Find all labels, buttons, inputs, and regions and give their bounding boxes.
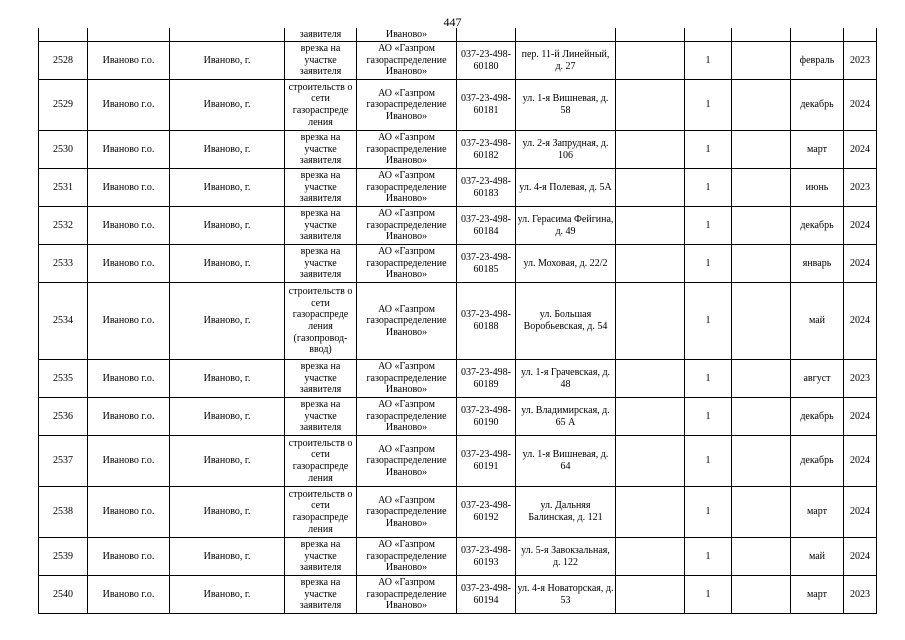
cell-empty <box>732 42 791 80</box>
cell-empty <box>732 28 791 42</box>
cell-empty <box>616 538 685 576</box>
table-row <box>39 398 877 436</box>
cell-empty <box>616 398 685 436</box>
cell-empty <box>616 80 685 131</box>
cell-empty <box>616 360 685 398</box>
cell-district: Иваново г.о. <box>88 487 170 538</box>
cell-year: 2024 <box>844 245 877 283</box>
cell-number: 2531 <box>39 169 88 207</box>
cell-empty <box>732 398 791 436</box>
cell-code: 037-23-498-60194 <box>457 576 516 614</box>
cell-work-type: заявителя <box>285 28 357 42</box>
cell-month: февраль <box>791 42 844 80</box>
cell-empty <box>732 80 791 131</box>
cell-count: 1 <box>685 436 732 487</box>
cell-address: ул. 4-я Новаторская, д. 53 <box>516 576 616 614</box>
cell-count: 1 <box>685 245 732 283</box>
cell-empty <box>732 207 791 245</box>
cell-empty <box>616 436 685 487</box>
cell-year: 2024 <box>844 398 877 436</box>
cell-year <box>844 28 877 42</box>
cell-number: 2538 <box>39 487 88 538</box>
cell-work-type: врезка на участке заявителя <box>285 576 357 614</box>
cell-organization: АО «Газпром газораспределение Иваново» <box>357 169 457 207</box>
cell-empty <box>616 42 685 80</box>
cell-locality: Иваново, г. <box>170 169 285 207</box>
cell-number: 2534 <box>39 283 88 360</box>
table-row <box>39 42 877 80</box>
cell-month: январь <box>791 245 844 283</box>
cell-organization: АО «Газпром газораспределение Иваново» <box>357 131 457 169</box>
cell-organization: АО «Газпром газораспределение Иваново» <box>357 398 457 436</box>
table-row <box>39 436 877 487</box>
cell-locality: Иваново, г. <box>170 487 285 538</box>
cell-locality: Иваново, г. <box>170 576 285 614</box>
cell-locality: Иваново, г. <box>170 360 285 398</box>
table-row <box>39 283 877 360</box>
cell-number: 2537 <box>39 436 88 487</box>
cell-work-type: строительств о сети газораспреде ления <box>285 436 357 487</box>
cell-locality: Иваново, г. <box>170 283 285 360</box>
cell-district: Иваново г.о. <box>88 131 170 169</box>
table-row <box>39 131 877 169</box>
cell-count: 1 <box>685 42 732 80</box>
cell-month: март <box>791 576 844 614</box>
cell-empty <box>616 245 685 283</box>
cell-month: июнь <box>791 169 844 207</box>
cell-locality: Иваново, г. <box>170 245 285 283</box>
cell-number: 2532 <box>39 207 88 245</box>
cell-empty <box>616 283 685 360</box>
cell-district: Иваново г.о. <box>88 576 170 614</box>
cell-locality: Иваново, г. <box>170 436 285 487</box>
cell-district <box>88 28 170 42</box>
cell-number: 2540 <box>39 576 88 614</box>
cell-organization: АО «Газпром газораспределение Иваново» <box>357 245 457 283</box>
cell-number: 2528 <box>39 42 88 80</box>
cell-code: 037-23-498-60192 <box>457 487 516 538</box>
cell-number <box>39 28 88 42</box>
cell-count: 1 <box>685 576 732 614</box>
cell-code: 037-23-498-60189 <box>457 360 516 398</box>
cell-organization: АО «Газпром газораспределение Иваново» <box>357 538 457 576</box>
cell-empty <box>732 245 791 283</box>
cell-work-type: врезка на участке заявителя <box>285 169 357 207</box>
cell-count: 1 <box>685 131 732 169</box>
cell-work-type: врезка на участке заявителя <box>285 207 357 245</box>
cell-organization: АО «Газпром газораспределение Иваново» <box>357 283 457 360</box>
cell-number: 2533 <box>39 245 88 283</box>
cell-number: 2536 <box>39 398 88 436</box>
cell-code: 037-23-498-60185 <box>457 245 516 283</box>
cell-organization: АО «Газпром газораспределение Иваново» <box>357 207 457 245</box>
cell-count: 1 <box>685 538 732 576</box>
cell-year: 2024 <box>844 131 877 169</box>
cell-address: ул. 4-я Полевая, д. 5А <box>516 169 616 207</box>
cell-year: 2024 <box>844 207 877 245</box>
cell-locality: Иваново, г. <box>170 42 285 80</box>
cell-work-type: врезка на участке заявителя <box>285 42 357 80</box>
cell-address: ул. Большая Воробьевская, д. 54 <box>516 283 616 360</box>
cell-district: Иваново г.о. <box>88 436 170 487</box>
registry-body <box>39 28 877 614</box>
cell-work-type: врезка на участке заявителя <box>285 360 357 398</box>
cell-district: Иваново г.о. <box>88 538 170 576</box>
cell-empty <box>732 360 791 398</box>
cell-count: 1 <box>685 207 732 245</box>
cell-year: 2023 <box>844 42 877 80</box>
cell-month: март <box>791 131 844 169</box>
cell-district: Иваново г.о. <box>88 245 170 283</box>
cell-district: Иваново г.о. <box>88 42 170 80</box>
cell-count: 1 <box>685 398 732 436</box>
cell-empty <box>732 487 791 538</box>
table-row <box>39 576 877 614</box>
cell-locality: Иваново, г. <box>170 131 285 169</box>
cell-count: 1 <box>685 169 732 207</box>
cell-work-type: врезка на участке заявителя <box>285 245 357 283</box>
registry-table <box>38 28 877 614</box>
cell-district: Иваново г.о. <box>88 207 170 245</box>
cell-code: 037-23-498-60191 <box>457 436 516 487</box>
cell-empty <box>616 576 685 614</box>
cell-count: 1 <box>685 360 732 398</box>
cell-district: Иваново г.о. <box>88 398 170 436</box>
cell-empty <box>732 169 791 207</box>
cell-locality <box>170 28 285 42</box>
cell-code <box>457 28 516 42</box>
cell-empty <box>616 131 685 169</box>
cell-number: 2530 <box>39 131 88 169</box>
cell-district: Иваново г.о. <box>88 169 170 207</box>
cell-empty <box>732 576 791 614</box>
cell-month: декабрь <box>791 80 844 131</box>
cell-locality: Иваново, г. <box>170 538 285 576</box>
cell-district: Иваново г.о. <box>88 360 170 398</box>
cell-number: 2535 <box>39 360 88 398</box>
cell-address: ул. 5-я Завокзальная, д. 122 <box>516 538 616 576</box>
cell-district: Иваново г.о. <box>88 80 170 131</box>
cell-month: декабрь <box>791 436 844 487</box>
table-row <box>39 538 877 576</box>
cell-work-type: врезка на участке заявителя <box>285 131 357 169</box>
cell-address: ул. Герасима Фейгина, д. 49 <box>516 207 616 245</box>
cell-address: ул. 2-я Запрудная, д. 106 <box>516 131 616 169</box>
cell-year: 2024 <box>844 283 877 360</box>
cell-district: Иваново г.о. <box>88 283 170 360</box>
cell-code: 037-23-498-60181 <box>457 80 516 131</box>
cell-address: пер. 11-й Линейный, д. 27 <box>516 42 616 80</box>
cell-empty <box>616 487 685 538</box>
cell-address: ул. Дальняя Балинская, д. 121 <box>516 487 616 538</box>
cell-code: 037-23-498-60183 <box>457 169 516 207</box>
cell-code: 037-23-498-60188 <box>457 283 516 360</box>
table-row <box>39 80 877 131</box>
cell-code: 037-23-498-60190 <box>457 398 516 436</box>
cell-address: ул. 1-я Грачевская, д. 48 <box>516 360 616 398</box>
cell-year: 2024 <box>844 80 877 131</box>
cell-year: 2024 <box>844 538 877 576</box>
cell-code: 037-23-498-60182 <box>457 131 516 169</box>
cell-code: 037-23-498-60184 <box>457 207 516 245</box>
cell-year: 2023 <box>844 576 877 614</box>
cell-count: 1 <box>685 487 732 538</box>
cell-work-type: строительств о сети газораспреде ления (газопровод-ввод) <box>285 283 357 360</box>
cell-address: ул. Моховая, д. 22/2 <box>516 245 616 283</box>
cell-count <box>685 28 732 42</box>
cell-empty <box>732 436 791 487</box>
cell-organization: АО «Газпром газораспределение Иваново» <box>357 80 457 131</box>
cell-locality: Иваново, г. <box>170 80 285 131</box>
table-row <box>39 487 877 538</box>
cell-organization: АО «Газпром газораспределение Иваново» <box>357 576 457 614</box>
cell-month: май <box>791 283 844 360</box>
cell-month: декабрь <box>791 207 844 245</box>
table-row <box>39 245 877 283</box>
cell-organization: АО «Газпром газораспределение Иваново» <box>357 42 457 80</box>
cell-month: август <box>791 360 844 398</box>
cell-work-type: врезка на участке заявителя <box>285 398 357 436</box>
cell-empty <box>616 207 685 245</box>
cell-locality: Иваново, г. <box>170 398 285 436</box>
cell-count: 1 <box>685 283 732 360</box>
table-row <box>39 360 877 398</box>
cell-organization: Иваново» <box>357 28 457 42</box>
cell-locality: Иваново, г. <box>170 207 285 245</box>
continuation-row <box>39 28 877 42</box>
page-number: 447 <box>443 15 462 29</box>
cell-address: ул. 1-я Вишневая, д. 64 <box>516 436 616 487</box>
cell-empty <box>732 538 791 576</box>
cell-year: 2023 <box>844 169 877 207</box>
cell-month <box>791 28 844 42</box>
cell-work-type: строительств о сети газораспреде ления <box>285 487 357 538</box>
cell-month: май <box>791 538 844 576</box>
cell-empty <box>616 169 685 207</box>
cell-work-type: врезка на участке заявителя <box>285 538 357 576</box>
cell-empty <box>732 283 791 360</box>
cell-year: 2023 <box>844 360 877 398</box>
cell-address: ул. 1-я Вишневая, д. 58 <box>516 80 616 131</box>
table-row <box>39 207 877 245</box>
cell-count: 1 <box>685 80 732 131</box>
cell-organization: АО «Газпром газораспределение Иваново» <box>357 360 457 398</box>
cell-number: 2529 <box>39 80 88 131</box>
cell-number: 2539 <box>39 538 88 576</box>
cell-month: декабрь <box>791 398 844 436</box>
cell-year: 2024 <box>844 436 877 487</box>
cell-organization: АО «Газпром газораспределение Иваново» <box>357 487 457 538</box>
cell-work-type: строительств о сети газораспреде ления <box>285 80 357 131</box>
cell-address <box>516 28 616 42</box>
cell-code: 037-23-498-60180 <box>457 42 516 80</box>
cell-empty <box>732 131 791 169</box>
cell-address: ул. Владимирская, д. 65 А <box>516 398 616 436</box>
cell-organization: АО «Газпром газораспределение Иваново» <box>357 436 457 487</box>
cell-year: 2024 <box>844 487 877 538</box>
cell-code: 037-23-498-60193 <box>457 538 516 576</box>
cell-month: март <box>791 487 844 538</box>
cell-empty <box>616 28 685 42</box>
table-row <box>39 169 877 207</box>
